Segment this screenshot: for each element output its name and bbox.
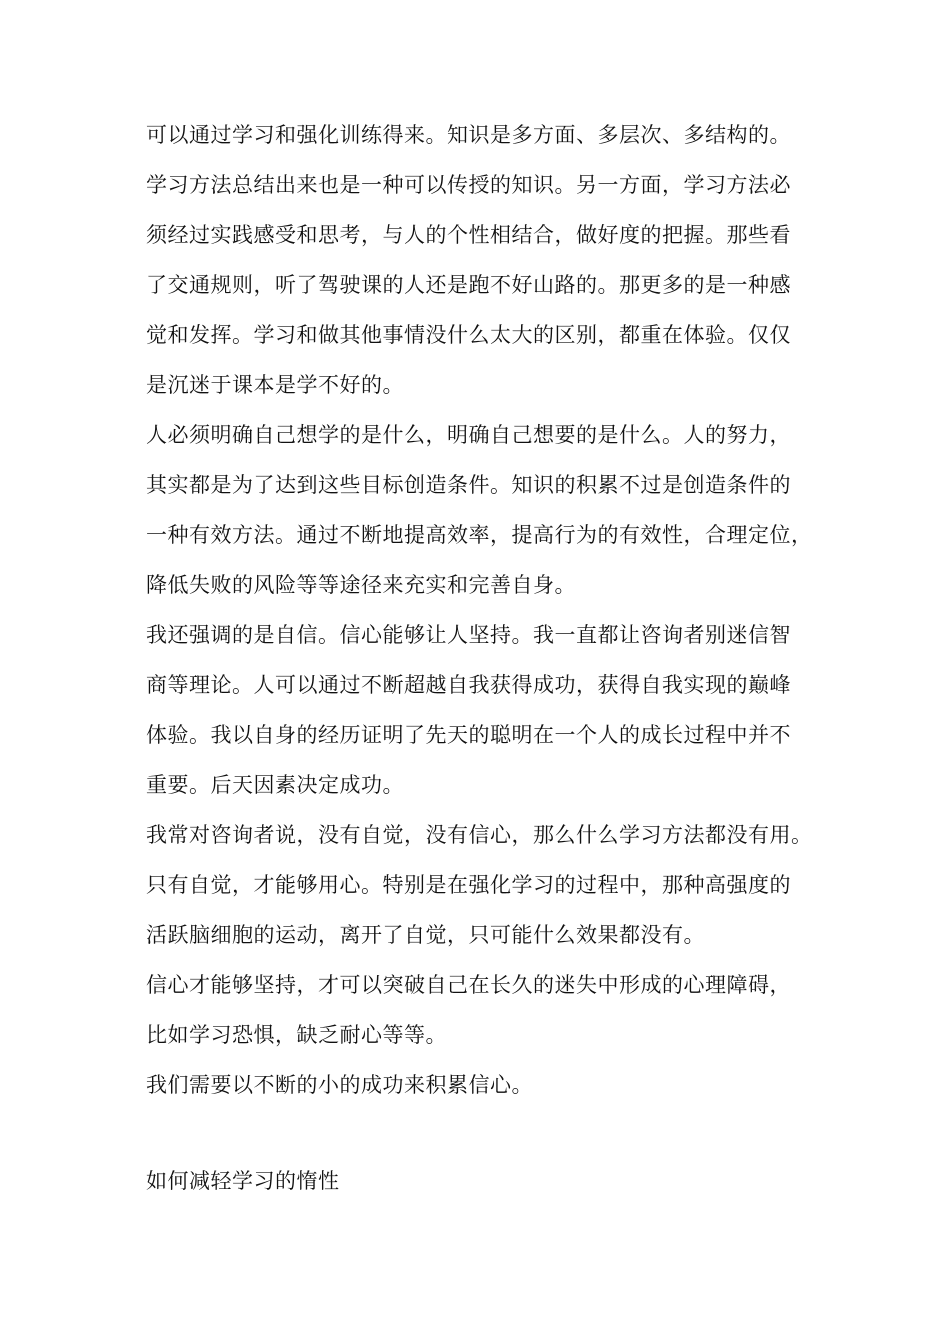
text-line: 信心才能够坚持，才可以突破自己在长久的迷失中形成的心理障碍， xyxy=(146,973,791,997)
text-line: 体验。我以自身的经历证明了先天的聪明在一个人的成长过程中并不 xyxy=(146,723,791,747)
paragraph-clear-goals xyxy=(146,410,816,610)
paragraph-learning-methods xyxy=(146,110,816,410)
paragraph-small-successes xyxy=(146,1060,816,1110)
text-line: 学习方法总结出来也是一种可以传授的知识。另一方面，学习方法必 xyxy=(146,173,791,197)
text-line: 只有自觉，才能够用心。特别是在强化学习的过程中，那种高强度的 xyxy=(146,873,791,897)
text-line: 了交通规则，听了驾驶课的人还是跑不好山路的。那更多的是一种感 xyxy=(146,273,791,297)
text-line: 可以通过学习和强化训练得来。知识是多方面、多层次、多结构的。 xyxy=(146,123,791,147)
text-line: 我还强调的是自信。信心能够让人坚持。我一直都让咨询者别迷信智 xyxy=(146,623,791,647)
document-body xyxy=(146,110,816,1110)
text-line: 是沉迷于课本是学不好的。 xyxy=(146,373,404,397)
text-line: 我常对咨询者说，没有自觉，没有信心，那么什么学习方法都没有用。 xyxy=(146,823,813,847)
text-line: 商等理论。人可以通过不断超越自我获得成功，获得自我实现的巅峰 xyxy=(146,673,791,697)
text-line: 活跃脑细胞的运动，离开了自觉，只可能什么效果都没有。 xyxy=(146,923,705,947)
text-line: 重要。后天因素决定成功。 xyxy=(146,773,404,797)
text-line: 觉和发挥。学习和做其他事情没什么太大的区别，都重在体验。仅仅 xyxy=(146,323,791,347)
text-line: 其实都是为了达到这些目标创造条件。知识的积累不过是创造条件的 xyxy=(146,473,791,497)
text-line: 我们需要以不断的小的成功来积累信心。 xyxy=(146,1073,533,1097)
text-line: 比如学习恐惧，缺乏耐心等等。 xyxy=(146,1023,447,1047)
text-line: 人必须明确自己想学的是什么，明确自己想要的是什么。人的努力， xyxy=(146,423,791,447)
text-line: 须经过实践感受和思考，与人的个性相结合，做好度的把握。那些看 xyxy=(146,223,791,247)
section-heading: 如何减轻学习的惰性 xyxy=(146,1169,340,1193)
text-line: 降低失败的风险等等途径来充实和完善自身。 xyxy=(146,573,576,597)
paragraph-self-awareness xyxy=(146,810,816,960)
text-line: 一种有效方法。通过不断地提高效率，提高行为的有效性，合理定位， xyxy=(146,523,813,547)
paragraph-persistence xyxy=(146,960,816,1060)
paragraph-confidence xyxy=(146,610,816,810)
